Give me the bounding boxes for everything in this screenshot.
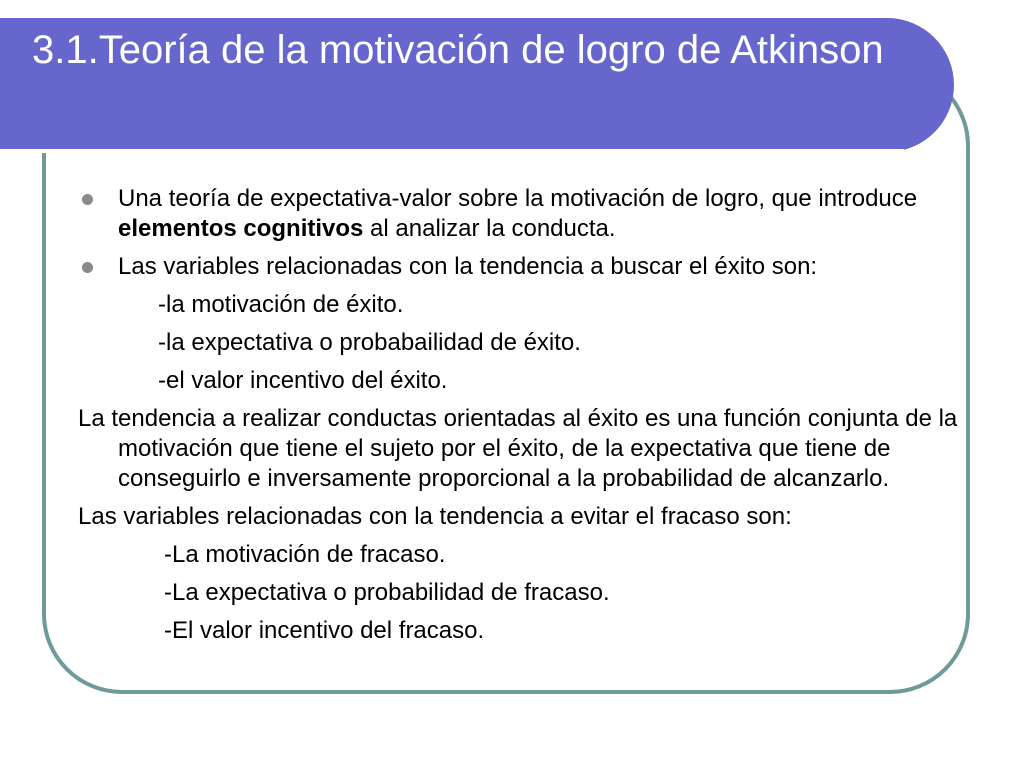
bullet-2-text: Las variables relacionadas con la tendencia a buscar el éxito son: <box>118 253 818 280</box>
success-variable-1: -la motivación de éxito. <box>158 291 404 318</box>
bullet-item-1 <box>78 184 958 244</box>
bullet-dot-icon <box>82 194 93 205</box>
slide-title: 3.1.Teoría de la motivación de logro de Atkinson <box>32 28 884 72</box>
failure-tendency-intro: Las variables relacionadas con la tendencia a evitar el fracaso son: <box>78 503 792 530</box>
failure-variable-3: -El valor incentivo del fracaso. <box>164 617 485 644</box>
bullet-dot-icon <box>82 262 93 273</box>
bullet-1-bold-text: elementos cognitivos <box>118 215 364 242</box>
success-tendency-paragraph: La tendencia a realizar conductas orientadas al éxito es una función conjunta de la motivación que tiene el sujeto por el éxito, de la expectativa que tiene de conseguirlo e inversamente proporcional a la probabilidad de alcanzarlo. <box>78 405 958 492</box>
slide-body <box>78 184 958 654</box>
title-underline <box>0 149 904 153</box>
bullet-item-2 <box>78 252 958 282</box>
failure-variable-2: -La expectativa o probabilidad de fracaso. <box>164 579 610 606</box>
bullet-1-text-start: Una teoría de expectativa-valor sobre la motivación de logro, que introduce <box>118 185 918 212</box>
success-variable-3: -el valor incentivo del éxito. <box>158 367 448 394</box>
failure-variable-1: -La motivación de fracaso. <box>164 541 446 568</box>
bullet-1-text-end: al analizar la conducta. <box>363 215 616 242</box>
success-variable-2: -la expectativa o probabailidad de éxito. <box>158 329 581 356</box>
